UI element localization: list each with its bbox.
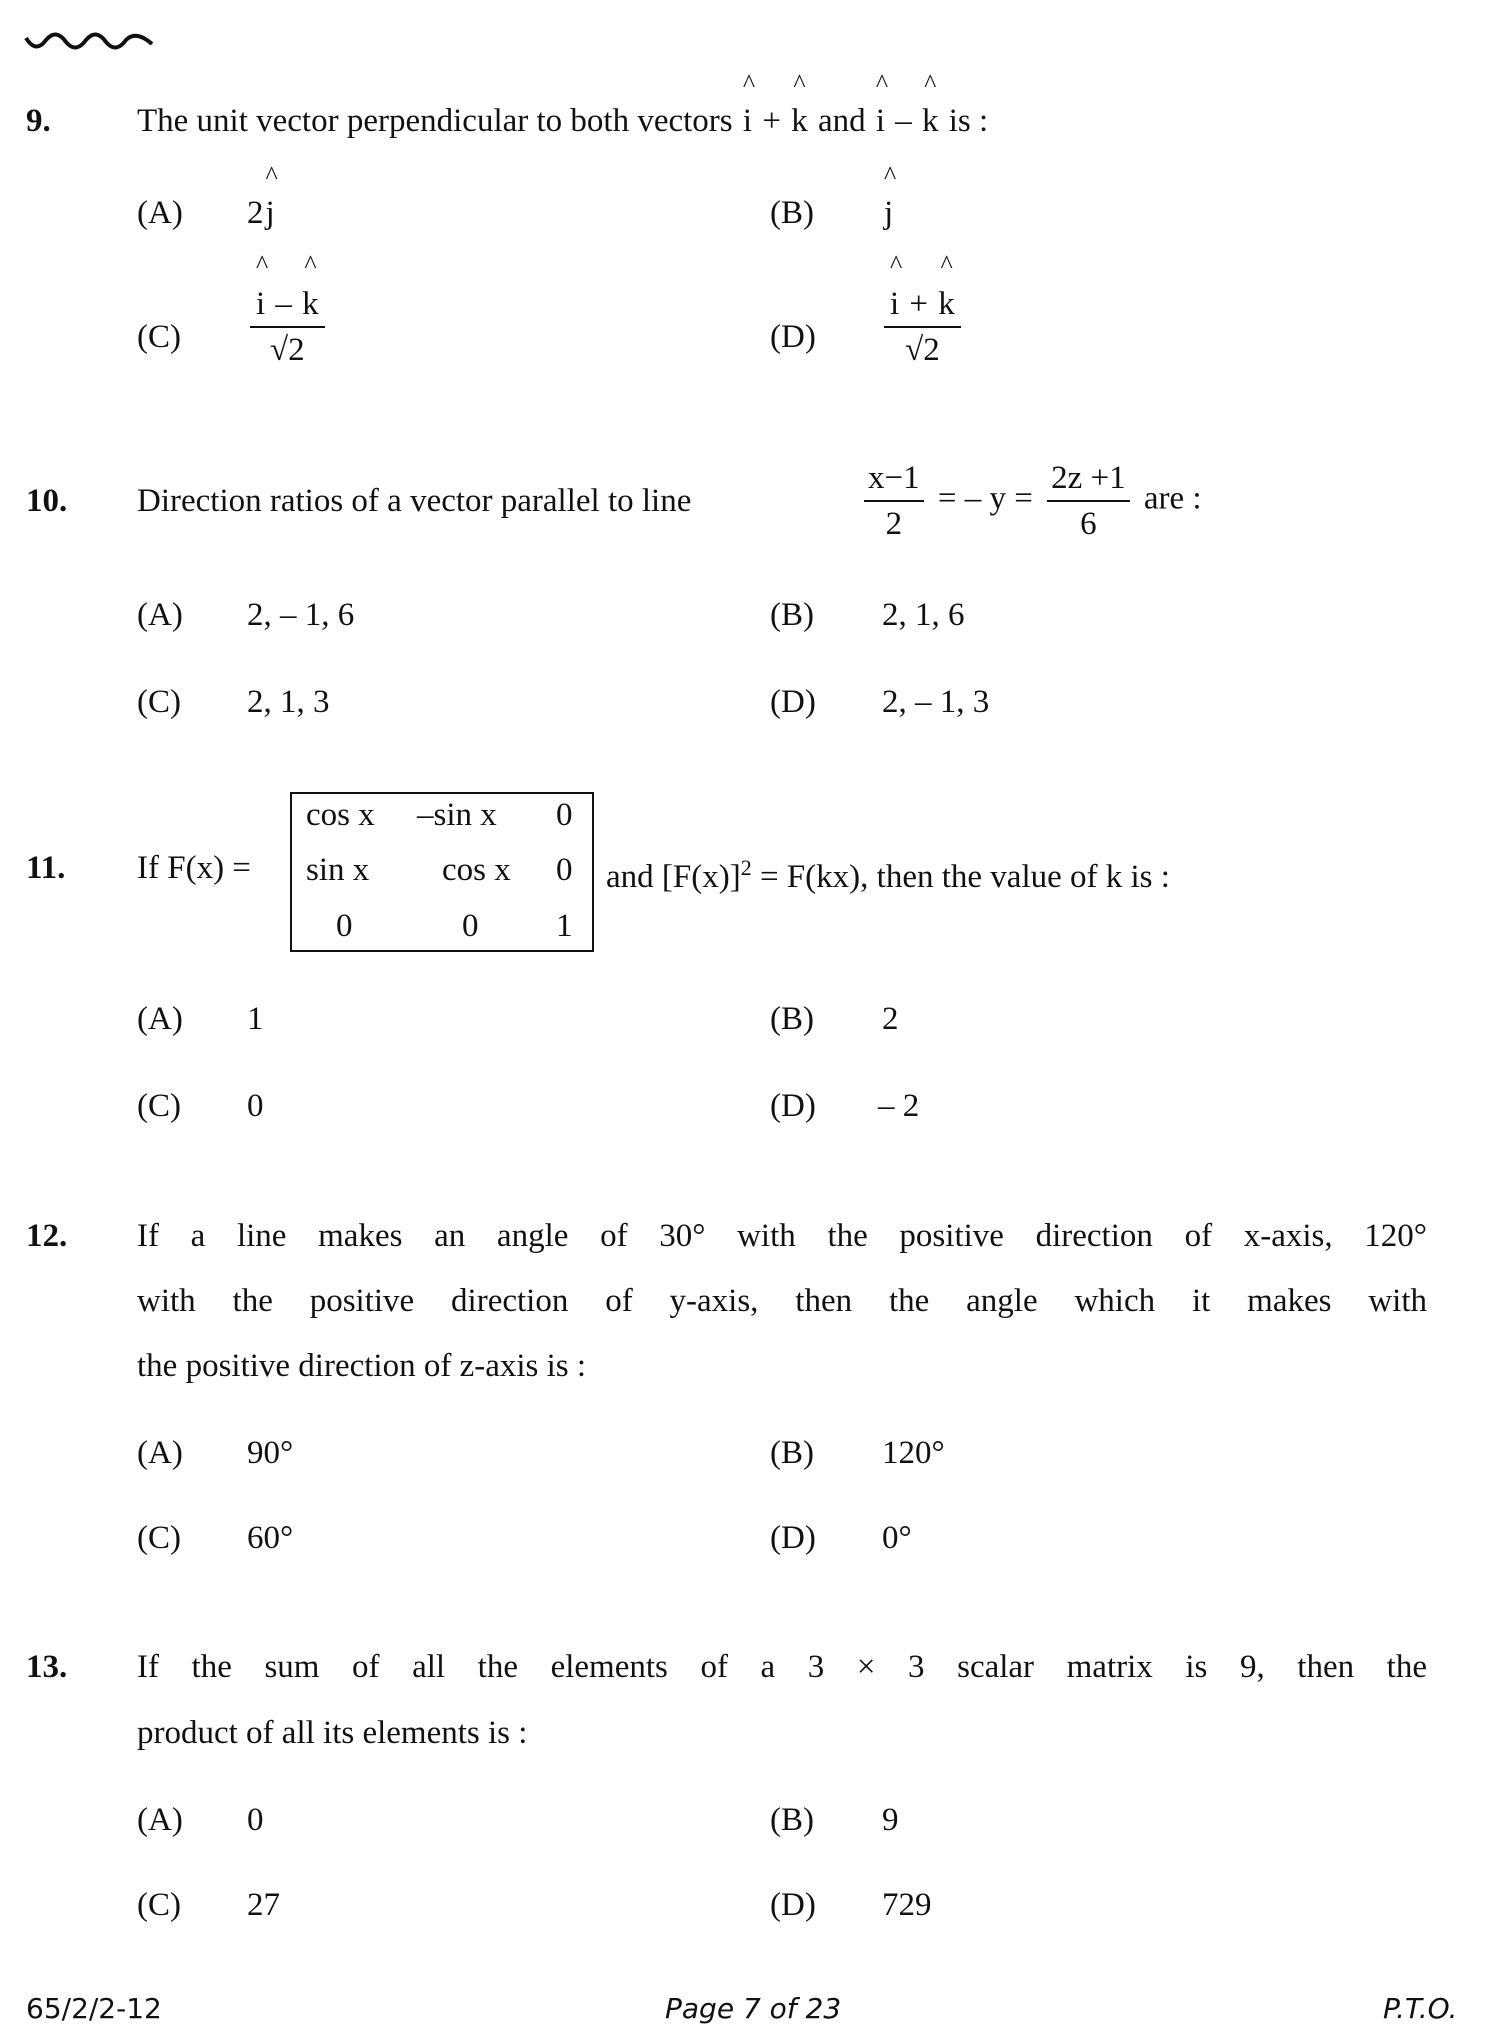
question-text: If F(x) =: [137, 850, 251, 886]
equation: [858, 456, 1202, 546]
option-label: (B): [770, 1001, 814, 1037]
option-value: [247, 193, 277, 233]
option-value: 90°: [247, 1435, 294, 1471]
question-number: 10.: [26, 483, 68, 519]
coef: 2: [247, 195, 264, 231]
option-value: 27: [247, 1887, 280, 1923]
option-value: 60°: [247, 1520, 294, 1556]
option-value: [882, 193, 895, 233]
unit-vector: ^ i: [890, 282, 899, 326]
wave-mark-icon: [24, 28, 154, 56]
option-value: – 2: [878, 1088, 920, 1124]
question-number: 13.: [26, 1649, 68, 1685]
numerator: [250, 282, 325, 328]
option-value: 2: [882, 1001, 899, 1037]
matrix-cell: 0: [462, 908, 479, 944]
option-value: [244, 282, 331, 372]
operator: +: [762, 103, 781, 139]
option-label: (D): [770, 684, 816, 720]
unit-vector: ^ j: [266, 193, 275, 233]
option-label: (A): [137, 195, 183, 231]
denominator: 6: [1080, 506, 1097, 542]
option-label: (C): [137, 684, 181, 720]
option-label: (D): [770, 1088, 816, 1124]
question-text-continued: [606, 848, 1170, 897]
option-label: (C): [137, 1520, 181, 1556]
unit-vector: ^ i: [743, 101, 752, 141]
fraction: [884, 282, 961, 372]
option-value: 0: [247, 1802, 264, 1838]
option-value: 2, – 1, 6: [247, 597, 355, 633]
option-label: (D): [770, 1520, 816, 1556]
text: = F(kx), then the value of k is :: [751, 859, 1170, 895]
exponent: 2: [740, 855, 752, 880]
paper-code: 65/2/2-12: [26, 1992, 162, 2025]
option-value: [878, 282, 967, 372]
option-label: (B): [770, 1435, 814, 1471]
unit-vector: ^ k: [938, 282, 955, 326]
option-label: (A): [137, 1435, 183, 1471]
page-number: Page 7 of 23: [665, 1992, 842, 2025]
option-label: (D): [770, 1887, 816, 1923]
denominator: 2: [885, 506, 903, 542]
option-label: (C): [137, 1088, 181, 1124]
denominator: √2: [905, 332, 940, 368]
option-value: 2, 1, 3: [247, 684, 330, 720]
question-text-line: product of all its elements is :: [137, 1715, 528, 1751]
question-text: [137, 101, 988, 141]
option-value: 120°: [882, 1435, 945, 1471]
option-label: (B): [770, 195, 814, 231]
operator: –: [275, 286, 292, 322]
unit-vector: ^ i: [876, 101, 885, 141]
matrix-cell: –sin x: [417, 797, 497, 833]
option-value: 2, 1, 6: [882, 597, 965, 633]
question-number: 12.: [26, 1218, 68, 1254]
fraction: [1047, 456, 1130, 546]
fraction: [250, 282, 325, 372]
text: = – y =: [937, 480, 1033, 517]
option-value: 729: [882, 1887, 932, 1923]
question-text-line: the positive direction of z-axis is :: [137, 1348, 587, 1384]
operator: –: [895, 103, 912, 139]
matrix-cell: 0: [556, 797, 573, 833]
denominator: √2: [270, 332, 305, 368]
option-label: (C): [137, 319, 181, 355]
pto-label: P.T.O.: [1383, 1992, 1458, 2025]
option-label: (A): [137, 1802, 183, 1838]
option-value: 2, – 1, 3: [882, 684, 990, 720]
matrix-cell: cos x: [306, 797, 375, 833]
option-label: (B): [770, 1802, 814, 1838]
question-text: Direction ratios of a vector parallel to line: [137, 483, 692, 519]
matrix-cell: 0: [556, 852, 573, 888]
matrix: [290, 792, 594, 952]
fraction: [864, 456, 924, 546]
question-number: 11.: [26, 850, 66, 886]
text: The unit vector perpendicular to both vectors: [137, 103, 733, 139]
unit-vector: ^ k: [791, 101, 808, 141]
option-value: 1: [247, 1001, 264, 1037]
option-value: 0: [247, 1088, 264, 1124]
question-text-line: If a line makes an angle of 30° with the positive direction of x-axis, 120°: [137, 1218, 1427, 1254]
option-label: (A): [137, 597, 183, 633]
question-text-line: with the positive direction of y-axis, then the angle which it makes with: [137, 1283, 1427, 1319]
numerator: 2z +1: [1047, 456, 1130, 502]
option-label: (B): [770, 597, 814, 633]
text: are :: [1143, 480, 1202, 517]
matrix-cell: sin x: [306, 852, 370, 888]
question-text-line: If the sum of all the elements of a 3 × 3 scalar matrix is 9, then the: [137, 1649, 1427, 1685]
text: is :: [948, 103, 989, 139]
numerator: [884, 282, 961, 328]
option-value: 0°: [882, 1520, 912, 1556]
numerator: x−1: [864, 456, 924, 502]
option-label: (D): [770, 319, 816, 355]
option-label: (C): [137, 1887, 181, 1923]
operator: +: [909, 286, 929, 322]
unit-vector: ^ k: [302, 282, 319, 326]
question-number: 9.: [26, 103, 51, 139]
matrix-cell: 0: [336, 908, 353, 944]
option-label: (A): [137, 1001, 183, 1037]
unit-vector: ^ k: [922, 101, 939, 141]
unit-vector: ^ j: [884, 193, 893, 233]
text: and [F(x)]: [606, 859, 741, 895]
matrix-cell: 1: [556, 908, 573, 944]
option-value: 9: [882, 1802, 899, 1838]
text: and: [817, 103, 866, 139]
unit-vector: ^ i: [256, 282, 265, 326]
matrix-cell: cos x: [442, 852, 511, 888]
